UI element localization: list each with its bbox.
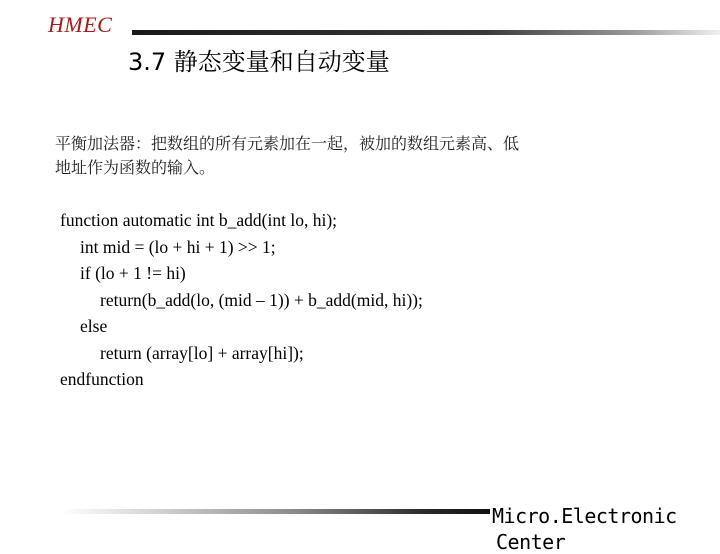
- code-block: [60, 207, 423, 393]
- footer-label-second-line: Center: [496, 530, 566, 554]
- code-line: return (array[lo] + array[hi]);: [100, 342, 304, 363]
- code-line: endfunction: [60, 369, 144, 389]
- code-line: int mid = (lo + hi + 1) >> 1;: [80, 236, 276, 257]
- description-line: 平衡加法器：把数组的所有元素加在一起，被加的数组元素高、低: [55, 134, 520, 153]
- description-line: 地址作为函数的输入。: [55, 158, 216, 177]
- code-line: else: [80, 316, 108, 336]
- footer-divider: [60, 509, 490, 514]
- code-line: if (lo + 1 != hi): [80, 263, 186, 283]
- description-text: [55, 132, 655, 180]
- header-divider: [132, 30, 720, 35]
- code-line: return(b_add(lo, (mid – 1)) + b_add(mid, hi));: [100, 289, 423, 310]
- hmec-logo: HMEC: [48, 12, 113, 37]
- slide-title: 3.7 静态变量和自动变量: [128, 48, 390, 76]
- code-line: function automatic int b_add(int lo, hi);: [60, 210, 338, 230]
- footer-label: Micro.Electronic: [492, 504, 677, 528]
